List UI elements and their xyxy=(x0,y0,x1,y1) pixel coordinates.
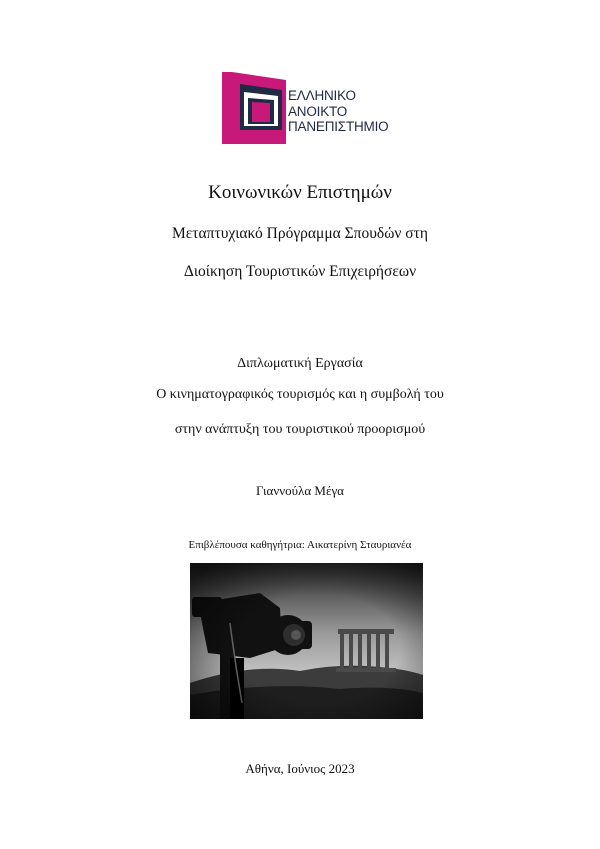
program-line-2: Διοίκηση Τουριστικών Επιχειρήσεων xyxy=(183,263,417,280)
document-type: Διπλωματική Εργασία xyxy=(237,356,363,371)
program-line-1: Μεταπτυχιακό Πρόγραμμα Σπουδών στη xyxy=(172,225,428,242)
film-camera-at-temple-photo xyxy=(190,563,423,719)
supervisor-line: Επιβλέπουσα καθηγήτρια: Αικατερίνη Σταυριανέα xyxy=(188,539,412,551)
university-logo-text xyxy=(288,88,418,135)
school-name: Κοινωνικών Επιστημών xyxy=(208,182,392,203)
thesis-title-line-2: στην ανάπτυξη του τουριστικού προορισμού xyxy=(174,422,426,437)
university-logo xyxy=(222,72,412,144)
thesis-title-line-1: Ο κινηματογραφικός τουρισμός και η συμβολή του xyxy=(156,387,444,402)
logo-line-3: ΠΑΝΕΠΙΣΤΗΜΙΟ xyxy=(288,119,389,134)
author-name: Γιαννούλα Μέγα xyxy=(256,483,344,498)
logo-line-1: ΕΛΛΗΝΙΚΟ xyxy=(288,88,356,103)
place-and-date: Αθήνα, Ιούνιος 2023 xyxy=(245,761,355,776)
logo-line-2: ΑΝΟΙΚΤΟ xyxy=(288,103,348,119)
university-logo-icon xyxy=(222,72,286,144)
